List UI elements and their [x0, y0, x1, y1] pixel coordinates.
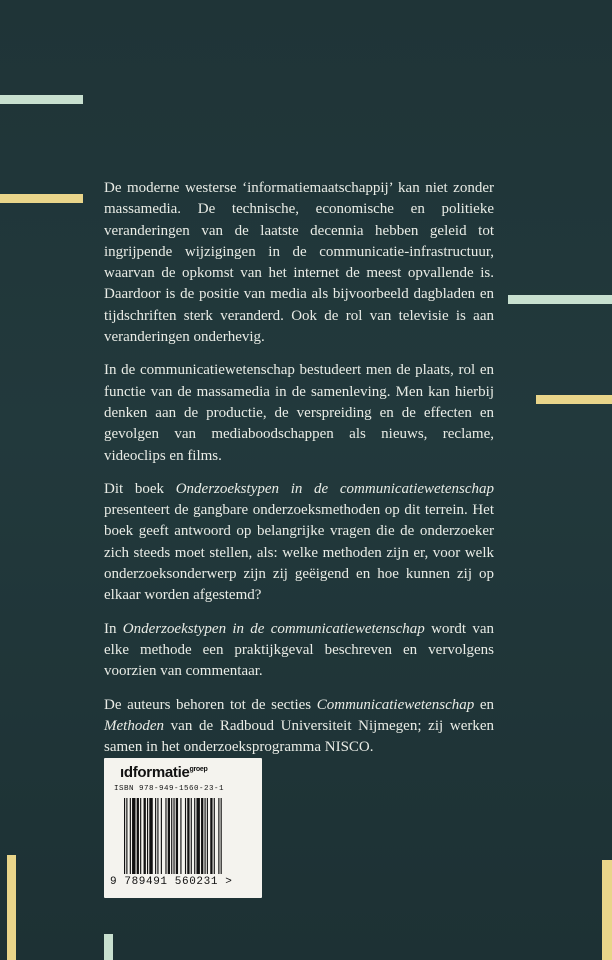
paragraph-4: In Onderzoekstypen in de communicatiewetenschap wordt van elke methode een praktijkgeval beschreven en vervolgens voorzien van commentaar. [104, 620, 494, 680]
accent-bar-yellow-vertical-left [7, 855, 16, 960]
paragraph-1: De moderne westerse ‘informatiemaatschappij’ kan niet zonder massamedia. De technische, economische en politieke veranderingen van de laatste decennia hebben geleid tot ingrijpende wijzigingen in de communicatie-infrastructuur, waarvan de opkomst van het internet de meest opvallende is. Daardoor is de positie van media als bijvoorbeeld dagbladen en tijdschriften sterk veranderd. Ook de rol van televisie is aan veranderingen onderhevig. [104, 180, 494, 346]
blurb-text [104, 178, 494, 770]
publisher-logo: ıdformatie$^{groep}$ [120, 764, 208, 781]
accent-bar-mint-right [508, 295, 612, 304]
book-title: Onderzoekstypen in de communicatiewetenschap [122, 620, 425, 637]
accent-bar-yellow-left [0, 194, 83, 203]
paragraph-3: Dit boek Onderzoekstypen in de communicatiewetenschap presenteert de gangbare onderzoeksmethoden op dit terrein. Het boek geeft antwoord op belangrijke vragen die de onderzoeker zich steeds moet stellen, als: welke methoden zijn er, voor welk onderzoeksonderwerp zijn zij geëigend en hoe kunnen zij op elkaar worden afgestemd? [104, 480, 495, 604]
accent-bar-yellow-vertical-right [602, 860, 612, 960]
accent-bar-mint-vertical-bottom [104, 934, 113, 960]
isbn-number: ISBN 978-949-1560-23-1 [114, 785, 225, 793]
accent-bar-yellow-right [536, 395, 612, 404]
paragraph-5: De auteurs behoren tot de secties Communicatiewetenschap en Methoden van de Radboud Universiteit Nijmegen; zij werken samen in het onderzoeksprogramma NISCO. [104, 696, 494, 756]
ean-number: 9 789491 560231 > [110, 876, 233, 888]
accent-bar-mint-top-left [0, 95, 83, 104]
barcode-icon [124, 798, 244, 878]
book-title: Onderzoekstypen in de communicatiewetenschap [175, 480, 495, 497]
paragraph-2: In de communicatiewetenschap bestudeert men de plaats, rol en functie van de massamedia in de samenleving. Men kan hierbij denken aan de productie, de verspreiding en de effecten en gevolgen van mediaboodschappen als nieuws, reclame, videoclips en films. [104, 362, 494, 464]
barcode-label [104, 758, 262, 898]
